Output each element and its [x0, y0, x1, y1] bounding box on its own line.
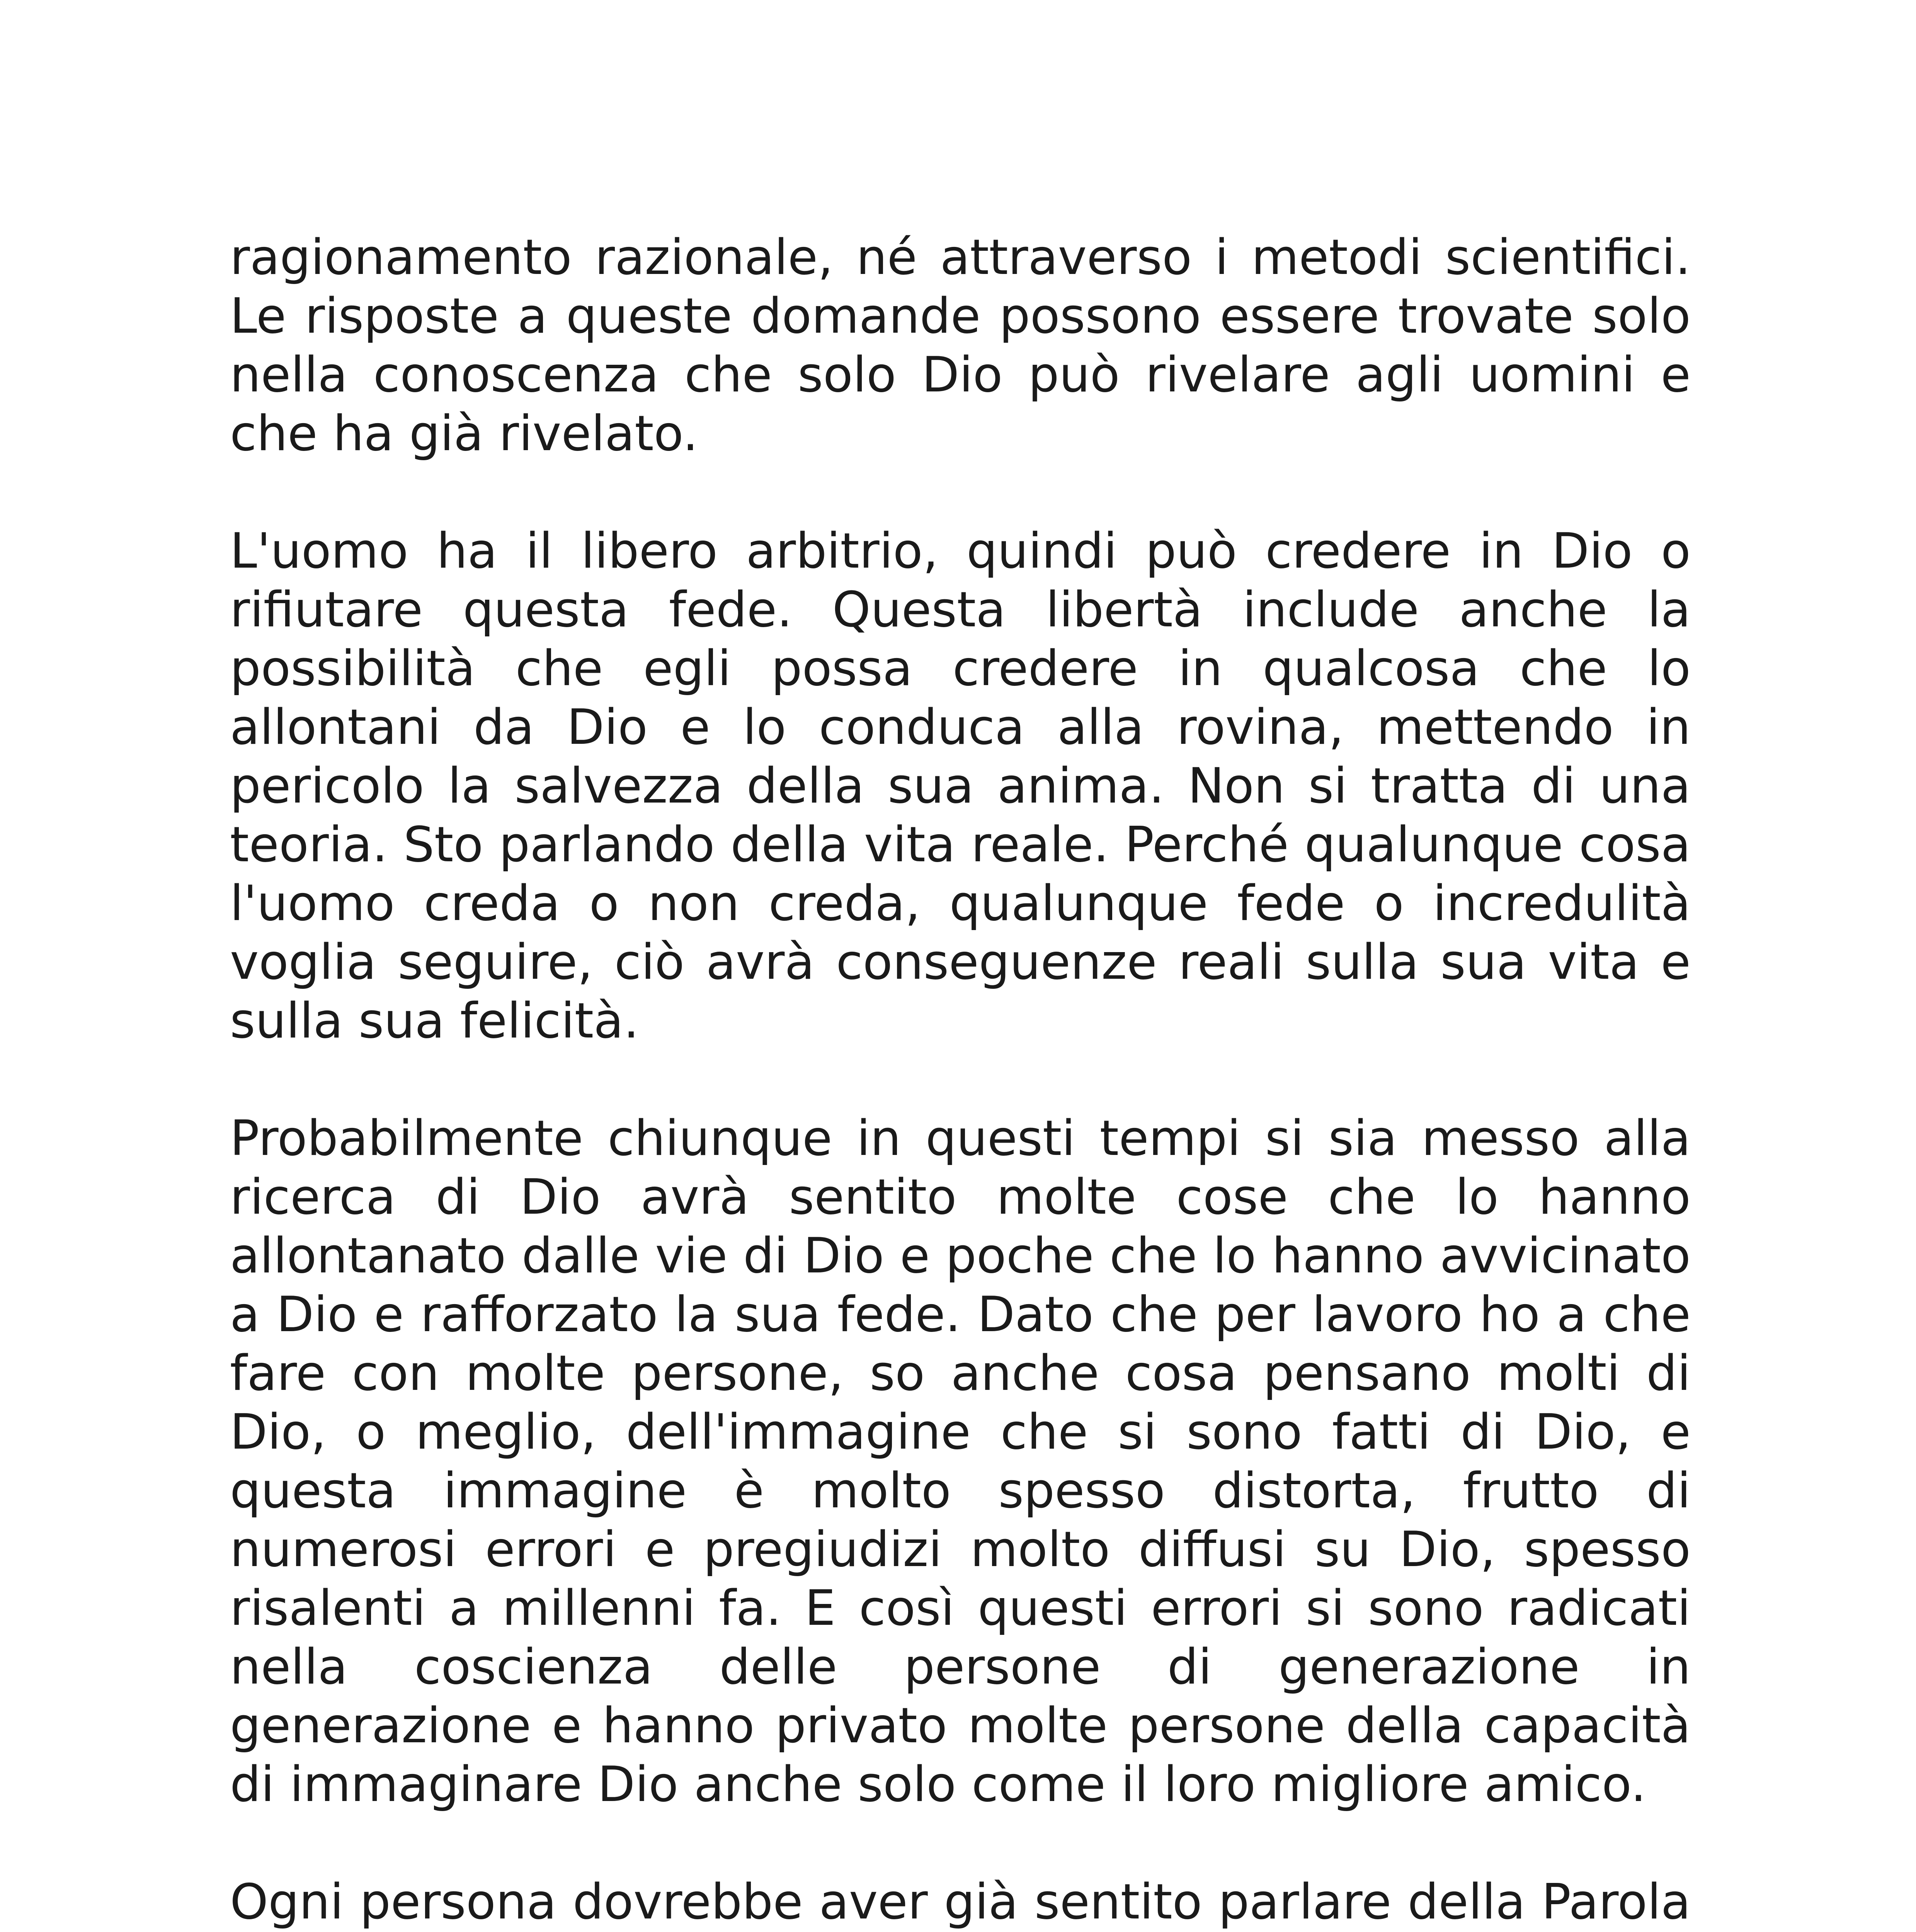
paragraph-1: ragionamento razionale, né attraverso i metodi scientifici. Le risposte a queste domande possono essere trovate solo nella conoscenza che solo Dio può rivelare agli uomini e che ha già rivelato.	[230, 229, 1691, 462]
paragraph-3: Probabilmente chiunque in questi tempi si sia messo alla ricerca di Dio avrà sentito molte cose che lo hanno allontanato dalle vie di Dio e poche che lo hanno avvicinato a Dio e rafforzato la sua fede. Dato che per lavoro ho a che fare con molte persone, so anche cosa pensano molti di Dio, o meglio, dell'immagine che si sono fatti di Dio, e questa immagine è molto spesso distorta, frutto di numerosi errori e pregiudizi molto diffusi su Dio, spesso risalenti a millenni fa. E così questi errori si sono radicati nella coscienza delle persone di generazione in generazione e hanno privato molte persone della capacità di immaginare Dio anche solo come il loro migliore amico.	[230, 1110, 1691, 1813]
body-text	[230, 228, 1691, 1932]
paragraph-2: L'uomo ha il libero arbitrio, quindi può credere in Dio o rifiutare questa fede. Questa libertà include anche la possibilità che egli possa credere in qualcosa che lo allontani da Dio e lo conduca alla rovina, mettendo in pericolo la salvezza della sua anima. Non si tratta di una teoria. Sto parlando della vita reale. Perché qualunque cosa l'uomo creda o non creda, qualunque fede o incredulità voglia seguire, ciò avrà conseguenze reali sulla sua vita e sulla sua felicità.	[230, 522, 1691, 1049]
paragraph-4: Ogni persona dovrebbe aver già sentito parlare della Parola	[230, 1873, 1691, 1930]
